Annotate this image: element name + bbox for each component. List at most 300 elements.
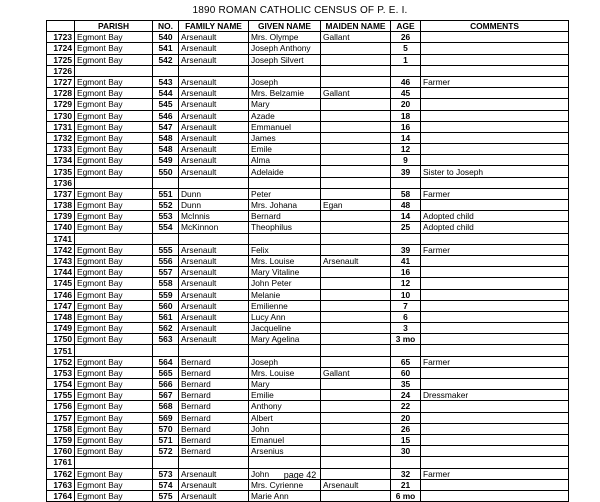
maiden-name-cell: [321, 434, 391, 445]
row-number: 1736: [47, 177, 75, 188]
row-number: 1757: [47, 412, 75, 423]
maiden-name-cell: [321, 446, 391, 457]
number-cell: 548: [153, 132, 179, 143]
given-name-cell: Mary: [249, 379, 321, 390]
parish-cell: Egmont Bay: [75, 468, 153, 479]
parish-cell: Egmont Bay: [75, 132, 153, 143]
family-name-cell: Bernard: [179, 401, 249, 412]
family-name-cell: Arsenault: [179, 255, 249, 266]
row-number: 1744: [47, 267, 75, 278]
table-row: [47, 490, 569, 501]
parish-cell: Egmont Bay: [75, 166, 153, 177]
comments-cell: Sister to Joseph: [421, 166, 569, 177]
family-name-cell: Arsenault: [179, 323, 249, 334]
given-name-cell: Mary Agelina: [249, 334, 321, 345]
maiden-name-cell: [321, 54, 391, 65]
column-header-comments: COMMENTS: [421, 21, 569, 32]
row-number: 1730: [47, 110, 75, 121]
comments-cell: [421, 144, 569, 155]
comments-cell: [421, 289, 569, 300]
row-number: 1762: [47, 468, 75, 479]
maiden-name-cell: Gallant: [321, 367, 391, 378]
maiden-name-cell: Arsenault: [321, 255, 391, 266]
table-row: [47, 222, 569, 233]
family-name-cell: [179, 233, 249, 244]
age-cell: 65: [391, 356, 421, 367]
age-cell: 16: [391, 267, 421, 278]
parish-cell: Egmont Bay: [75, 446, 153, 457]
number-cell: 571: [153, 434, 179, 445]
family-name-cell: Arsenault: [179, 468, 249, 479]
number-cell: 545: [153, 99, 179, 110]
table-row: [47, 300, 569, 311]
maiden-name-cell: [321, 155, 391, 166]
number-cell: 559: [153, 289, 179, 300]
given-name-cell: [249, 233, 321, 244]
row-number: 1743: [47, 255, 75, 266]
number-cell: [153, 345, 179, 356]
given-name-cell: Melanie: [249, 289, 321, 300]
given-name-cell: Lucy Ann: [249, 311, 321, 322]
maiden-name-cell: [321, 166, 391, 177]
table-row: [47, 267, 569, 278]
given-name-cell: John: [249, 423, 321, 434]
comments-cell: Adopted child: [421, 211, 569, 222]
maiden-name-cell: [321, 390, 391, 401]
given-name-cell: [249, 457, 321, 468]
row-number: 1723: [47, 32, 75, 43]
family-name-cell: [179, 177, 249, 188]
given-name-cell: Mrs. Olympe: [249, 32, 321, 43]
parish-cell: Egmont Bay: [75, 99, 153, 110]
age-cell: 12: [391, 278, 421, 289]
table-row: [47, 457, 569, 468]
given-name-cell: Emmanuel: [249, 121, 321, 132]
given-name-cell: Arsenius: [249, 446, 321, 457]
comments-cell: [421, 255, 569, 266]
number-cell: 552: [153, 200, 179, 211]
table-row: [47, 132, 569, 143]
number-cell: 570: [153, 423, 179, 434]
maiden-name-cell: [321, 289, 391, 300]
comments-cell: [421, 155, 569, 166]
comments-cell: Farmer: [421, 356, 569, 367]
age-cell: 25: [391, 222, 421, 233]
row-number: 1732: [47, 132, 75, 143]
comments-cell: [421, 54, 569, 65]
number-cell: 564: [153, 356, 179, 367]
maiden-name-cell: [321, 334, 391, 345]
parish-cell: Egmont Bay: [75, 267, 153, 278]
parish-cell: Egmont Bay: [75, 479, 153, 490]
row-number: 1763: [47, 479, 75, 490]
family-name-cell: Arsenault: [179, 144, 249, 155]
comments-cell: Adopted child: [421, 222, 569, 233]
age-cell: 30: [391, 446, 421, 457]
comments-cell: [421, 300, 569, 311]
row-number: 1739: [47, 211, 75, 222]
comments-cell: [421, 99, 569, 110]
comments-cell: [421, 121, 569, 132]
maiden-name-cell: [321, 132, 391, 143]
table-row: [47, 379, 569, 390]
given-name-cell: Mrs. Louise: [249, 255, 321, 266]
maiden-name-cell: [321, 323, 391, 334]
family-name-cell: Arsenault: [179, 334, 249, 345]
comments-cell: [421, 110, 569, 121]
number-cell: 569: [153, 412, 179, 423]
age-cell: 41: [391, 255, 421, 266]
family-name-cell: Arsenault: [179, 166, 249, 177]
given-name-cell: Emilie: [249, 390, 321, 401]
table-row: [47, 65, 569, 76]
number-cell: 541: [153, 43, 179, 54]
row-number: 1738: [47, 200, 75, 211]
age-cell: 26: [391, 32, 421, 43]
parish-cell: Egmont Bay: [75, 211, 153, 222]
age-cell: 45: [391, 88, 421, 99]
table-row: [47, 200, 569, 211]
maiden-name-cell: [321, 356, 391, 367]
maiden-name-cell: [321, 121, 391, 132]
page-number: page 42: [283, 470, 317, 480]
parish-cell: Egmont Bay: [75, 311, 153, 322]
given-name-cell: Mrs. Johana: [249, 200, 321, 211]
family-name-cell: Arsenault: [179, 132, 249, 143]
family-name-cell: Arsenault: [179, 244, 249, 255]
comments-cell: [421, 412, 569, 423]
number-cell: 549: [153, 155, 179, 166]
age-cell: [391, 65, 421, 76]
age-cell: 58: [391, 188, 421, 199]
maiden-name-cell: [321, 300, 391, 311]
header-row: [47, 21, 569, 32]
family-name-cell: [179, 65, 249, 76]
maiden-name-cell: [321, 345, 391, 356]
given-name-cell: Adelaide: [249, 166, 321, 177]
number-cell: 546: [153, 110, 179, 121]
given-name-cell: Jacqueline: [249, 323, 321, 334]
age-cell: 20: [391, 412, 421, 423]
parish-cell: Egmont Bay: [75, 323, 153, 334]
age-cell: 22: [391, 401, 421, 412]
column-header-rownum: [47, 21, 75, 32]
table-row: [47, 356, 569, 367]
age-cell: 39: [391, 166, 421, 177]
parish-cell: Egmont Bay: [75, 300, 153, 311]
family-name-cell: Arsenault: [179, 121, 249, 132]
number-cell: 556: [153, 255, 179, 266]
comments-cell: Farmer: [421, 188, 569, 199]
maiden-name-cell: [321, 244, 391, 255]
column-header-given-name: GIVEN NAME: [249, 21, 321, 32]
given-name-cell: James: [249, 132, 321, 143]
given-name-cell: Felix: [249, 244, 321, 255]
number-cell: 560: [153, 300, 179, 311]
family-name-cell: Arsenault: [179, 490, 249, 501]
table-row: [47, 233, 569, 244]
age-cell: 1: [391, 54, 421, 65]
census-body: [47, 32, 569, 502]
table-row: [47, 446, 569, 457]
given-name-cell: Bernard: [249, 211, 321, 222]
age-cell: 32: [391, 468, 421, 479]
age-cell: 18: [391, 110, 421, 121]
table-row: [47, 99, 569, 110]
comments-cell: [421, 401, 569, 412]
given-name-cell: Mary: [249, 99, 321, 110]
number-cell: 550: [153, 166, 179, 177]
age-cell: [391, 177, 421, 188]
comments-cell: [421, 446, 569, 457]
maiden-name-cell: Gallant: [321, 32, 391, 43]
given-name-cell: Mrs. Cyrienne: [249, 479, 321, 490]
maiden-name-cell: Arsenault: [321, 479, 391, 490]
parish-cell: Egmont Bay: [75, 490, 153, 501]
number-cell: 562: [153, 323, 179, 334]
column-header-age: AGE: [391, 21, 421, 32]
row-number: 1759: [47, 434, 75, 445]
row-number: 1751: [47, 345, 75, 356]
family-name-cell: Bernard: [179, 356, 249, 367]
comments-cell: [421, 177, 569, 188]
given-name-cell: Emilienne: [249, 300, 321, 311]
table-row: [47, 311, 569, 322]
number-cell: 568: [153, 401, 179, 412]
number-cell: 548: [153, 144, 179, 155]
table-row: [47, 121, 569, 132]
maiden-name-cell: [321, 490, 391, 501]
number-cell: 540: [153, 32, 179, 43]
age-cell: 26: [391, 423, 421, 434]
age-cell: 10: [391, 289, 421, 300]
given-name-cell: Theophilus: [249, 222, 321, 233]
row-number: 1747: [47, 300, 75, 311]
comments-cell: [421, 32, 569, 43]
given-name-cell: Mrs. Louise: [249, 367, 321, 378]
age-cell: 12: [391, 144, 421, 155]
family-name-cell: McKinnon: [179, 222, 249, 233]
column-header-no: NO.: [153, 21, 179, 32]
maiden-name-cell: [321, 423, 391, 434]
family-name-cell: Arsenault: [179, 289, 249, 300]
maiden-name-cell: [321, 110, 391, 121]
row-number: 1734: [47, 155, 75, 166]
maiden-name-cell: [321, 222, 391, 233]
comments-cell: [421, 278, 569, 289]
row-number: 1750: [47, 334, 75, 345]
given-name-cell: Emile: [249, 144, 321, 155]
comments-cell: [421, 434, 569, 445]
comments-cell: [421, 233, 569, 244]
comments-cell: [421, 267, 569, 278]
maiden-name-cell: [321, 267, 391, 278]
row-number: 1724: [47, 43, 75, 54]
column-header-parish: PARISH: [75, 21, 153, 32]
row-number: 1729: [47, 99, 75, 110]
row-number: 1764: [47, 490, 75, 501]
family-name-cell: Arsenault: [179, 479, 249, 490]
given-name-cell: Marie Ann: [249, 490, 321, 501]
parish-cell: Egmont Bay: [75, 54, 153, 65]
number-cell: 561: [153, 311, 179, 322]
family-name-cell: Arsenault: [179, 278, 249, 289]
number-cell: 555: [153, 244, 179, 255]
comments-cell: Dressmaker: [421, 390, 569, 401]
given-name-cell: Joseph: [249, 76, 321, 87]
family-name-cell: Arsenault: [179, 32, 249, 43]
number-cell: 558: [153, 278, 179, 289]
row-number: 1746: [47, 289, 75, 300]
comments-cell: [421, 423, 569, 434]
number-cell: 554: [153, 222, 179, 233]
comments-cell: [421, 490, 569, 501]
age-cell: 15: [391, 434, 421, 445]
comments-cell: [421, 65, 569, 76]
maiden-name-cell: [321, 233, 391, 244]
number-cell: [153, 65, 179, 76]
parish-cell: Egmont Bay: [75, 390, 153, 401]
table-row: [47, 323, 569, 334]
table-row: [47, 345, 569, 356]
family-name-cell: Bernard: [179, 379, 249, 390]
family-name-cell: Bernard: [179, 446, 249, 457]
number-cell: 565: [153, 367, 179, 378]
parish-cell: Egmont Bay: [75, 43, 153, 54]
age-cell: 5: [391, 43, 421, 54]
row-number: 1733: [47, 144, 75, 155]
row-number: 1740: [47, 222, 75, 233]
row-number: 1760: [47, 446, 75, 457]
given-name-cell: [249, 345, 321, 356]
comments-cell: [421, 132, 569, 143]
comments-cell: [421, 457, 569, 468]
maiden-name-cell: [321, 412, 391, 423]
parish-cell: [75, 177, 153, 188]
number-cell: 567: [153, 390, 179, 401]
maiden-name-cell: [321, 188, 391, 199]
parish-cell: Egmont Bay: [75, 278, 153, 289]
parish-cell: Egmont Bay: [75, 401, 153, 412]
family-name-cell: Bernard: [179, 412, 249, 423]
age-cell: [391, 345, 421, 356]
given-name-cell: Joseph: [249, 356, 321, 367]
given-name-cell: Mary Vitaline: [249, 267, 321, 278]
family-name-cell: McInnis: [179, 211, 249, 222]
age-cell: 20: [391, 99, 421, 110]
number-cell: [153, 233, 179, 244]
table-row: [47, 88, 569, 99]
table-row: [47, 278, 569, 289]
age-cell: 6 mo: [391, 490, 421, 501]
number-cell: 553: [153, 211, 179, 222]
maiden-name-cell: [321, 311, 391, 322]
parish-cell: Egmont Bay: [75, 412, 153, 423]
given-name-cell: Albert: [249, 412, 321, 423]
family-name-cell: Dunn: [179, 200, 249, 211]
given-name-cell: Joseph Silvert: [249, 54, 321, 65]
row-number: 1735: [47, 166, 75, 177]
table-row: [47, 43, 569, 54]
family-name-cell: Arsenault: [179, 43, 249, 54]
maiden-name-cell: [321, 65, 391, 76]
census-table: [46, 20, 569, 502]
table-row: [47, 367, 569, 378]
age-cell: 3: [391, 323, 421, 334]
maiden-name-cell: [321, 144, 391, 155]
parish-cell: Egmont Bay: [75, 255, 153, 266]
row-number: 1758: [47, 423, 75, 434]
age-cell: 46: [391, 76, 421, 87]
parish-cell: [75, 457, 153, 468]
age-cell: 16: [391, 121, 421, 132]
family-name-cell: Bernard: [179, 423, 249, 434]
age-cell: 7: [391, 300, 421, 311]
parish-cell: Egmont Bay: [75, 222, 153, 233]
row-number: 1761: [47, 457, 75, 468]
family-name-cell: Bernard: [179, 390, 249, 401]
number-cell: [153, 177, 179, 188]
number-cell: 566: [153, 379, 179, 390]
parish-cell: [75, 233, 153, 244]
age-cell: [391, 457, 421, 468]
parish-cell: [75, 65, 153, 76]
table-row: [47, 289, 569, 300]
column-header-family-name: FAMILY NAME: [179, 21, 249, 32]
row-number: 1728: [47, 88, 75, 99]
given-name-cell: Joseph Anthony: [249, 43, 321, 54]
comments-cell: [421, 43, 569, 54]
given-name-cell: [249, 65, 321, 76]
family-name-cell: Dunn: [179, 188, 249, 199]
given-name-cell: Peter: [249, 188, 321, 199]
parish-cell: Egmont Bay: [75, 155, 153, 166]
comments-cell: [421, 379, 569, 390]
age-cell: 35: [391, 379, 421, 390]
comments-cell: Farmer: [421, 468, 569, 479]
row-number: 1737: [47, 188, 75, 199]
parish-cell: [75, 345, 153, 356]
family-name-cell: Bernard: [179, 367, 249, 378]
row-number: 1742: [47, 244, 75, 255]
maiden-name-cell: [321, 76, 391, 87]
table-row: [47, 479, 569, 490]
age-cell: 24: [391, 390, 421, 401]
comments-cell: [421, 311, 569, 322]
age-cell: 21: [391, 479, 421, 490]
table-row: [47, 155, 569, 166]
table-row: [47, 423, 569, 434]
table-row: [47, 76, 569, 87]
table-row: [47, 434, 569, 445]
number-cell: 573: [153, 468, 179, 479]
given-name-cell: Alma: [249, 155, 321, 166]
row-number: 1748: [47, 311, 75, 322]
given-name-cell: John Peter: [249, 278, 321, 289]
table-row: [47, 401, 569, 412]
row-number: 1752: [47, 356, 75, 367]
parish-cell: Egmont Bay: [75, 434, 153, 445]
parish-cell: Egmont Bay: [75, 88, 153, 99]
row-number: 1753: [47, 367, 75, 378]
parish-cell: Egmont Bay: [75, 244, 153, 255]
maiden-name-cell: Gallant: [321, 88, 391, 99]
given-name-cell: Anthony: [249, 401, 321, 412]
age-cell: 14: [391, 211, 421, 222]
maiden-name-cell: [321, 99, 391, 110]
row-number: 1726: [47, 65, 75, 76]
comments-cell: Farmer: [421, 244, 569, 255]
